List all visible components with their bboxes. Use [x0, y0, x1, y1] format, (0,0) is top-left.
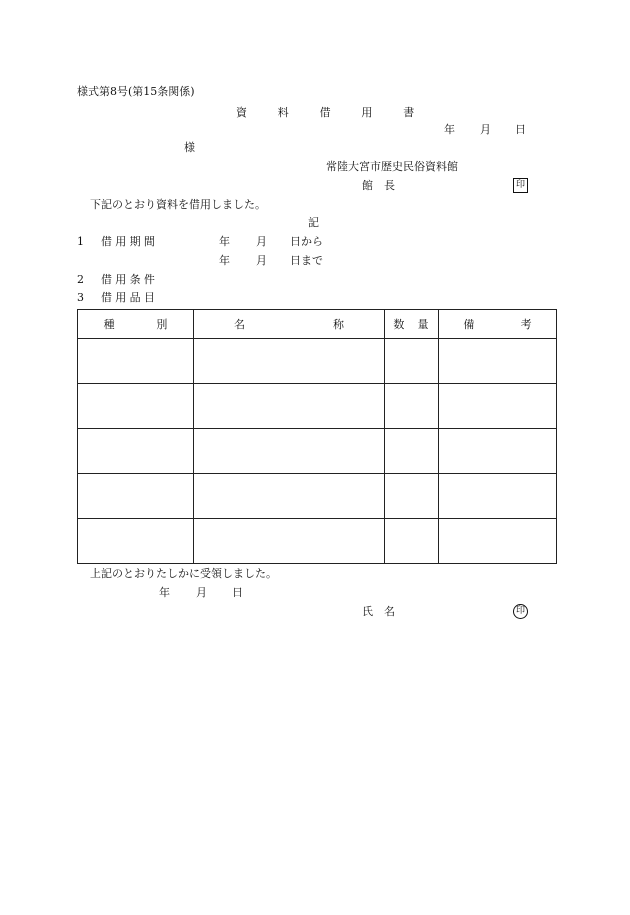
museum-name: 常陸大宮市歴史民俗資料館 [326, 160, 458, 173]
cell-quantity[interactable] [385, 429, 439, 474]
receipt-date-year: 年 [159, 586, 170, 599]
cell-name[interactable] [194, 339, 385, 384]
cell-quantity[interactable] [385, 384, 439, 429]
table-row [78, 519, 557, 564]
item-label: 借用品目 [101, 291, 159, 304]
issue-date-day: 日 [515, 123, 526, 136]
ki-heading: 記 [308, 216, 319, 229]
issue-date-year: 年 [444, 123, 455, 136]
header-remarks [439, 310, 557, 339]
period-start-month: 月 [256, 235, 267, 248]
header-quantity-label: 数 量 [393, 317, 430, 331]
name-seal-mark: 印 [513, 604, 528, 619]
cell-quantity[interactable] [385, 339, 439, 384]
cell-name[interactable] [194, 519, 385, 564]
period-start-day: 日から [290, 235, 323, 248]
period-end-year: 年 [219, 254, 230, 267]
cell-category[interactable] [78, 339, 194, 384]
item-number: 1 [77, 235, 84, 248]
header-quantity [385, 310, 439, 339]
period-start-year: 年 [219, 235, 230, 248]
receipt-date-month: 月 [196, 586, 207, 599]
cell-quantity[interactable] [385, 474, 439, 519]
cell-category[interactable] [78, 519, 194, 564]
header-remarks-label: 備 考 [463, 317, 550, 331]
header-category-label: 種 別 [103, 317, 183, 331]
header-name-label: 名 称 [234, 317, 383, 331]
director-title: 館 長 [362, 179, 395, 192]
director-seal-mark: 印 [513, 178, 528, 193]
table-row [78, 384, 557, 429]
item-number: 3 [77, 291, 84, 304]
header-category [78, 310, 194, 339]
cell-name[interactable] [194, 429, 385, 474]
cell-remarks[interactable] [439, 384, 557, 429]
period-end-month: 月 [256, 254, 267, 267]
table-header-row [78, 310, 557, 339]
item-label: 借用条件 [101, 273, 159, 286]
form-title [236, 107, 424, 118]
table-row [78, 474, 557, 519]
item-number: 2 [77, 273, 84, 286]
header-name [194, 310, 385, 339]
cell-remarks[interactable] [439, 429, 557, 474]
addressee-suffix: 様 [184, 141, 195, 154]
cell-category[interactable] [78, 474, 194, 519]
cell-category[interactable] [78, 384, 194, 429]
table-row [78, 429, 557, 474]
cell-name[interactable] [194, 384, 385, 429]
issue-date-month: 月 [480, 123, 491, 136]
articles-table [77, 309, 557, 564]
item-label: 借用期間 [101, 235, 159, 248]
table-row [78, 339, 557, 384]
intro-text: 下記のとおり資料を借用しました。 [90, 198, 266, 211]
receipt-text: 上記のとおりたしかに受領しました。 [90, 567, 277, 580]
cell-quantity[interactable] [385, 519, 439, 564]
receipt-date-day: 日 [232, 586, 243, 599]
cell-remarks[interactable] [439, 339, 557, 384]
cell-category[interactable] [78, 429, 194, 474]
period-end-day: 日まで [290, 254, 323, 267]
cell-remarks[interactable] [439, 519, 557, 564]
cell-remarks[interactable] [439, 474, 557, 519]
form-number: 様式第8号(第15条関係) [77, 85, 195, 98]
name-label: 氏 名 [362, 605, 395, 618]
form-title-text: 資 料 借 用 書 [236, 106, 425, 119]
cell-name[interactable] [194, 474, 385, 519]
